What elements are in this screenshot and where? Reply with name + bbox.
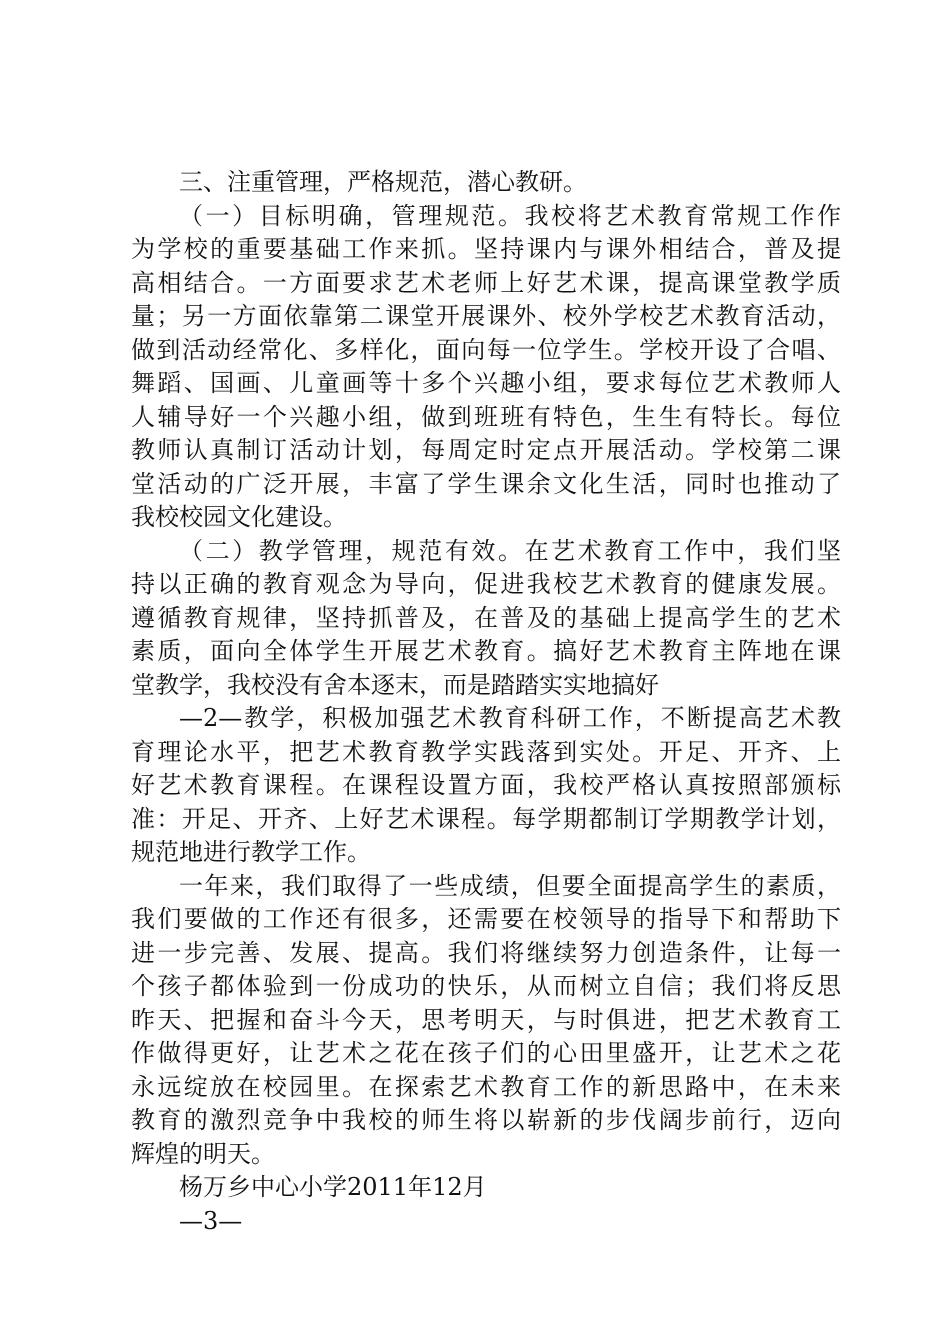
text-line: 一年来，我们取得了一些成绩，但要全面提高学生的素质， (179, 871, 841, 900)
text-line: —3— (179, 1206, 243, 1235)
text-line: 昨天、把握和奋斗今天，思考明天，与时俱进，把艺术教育工 (131, 1005, 841, 1034)
text-line: —2—教学，积极加强艺术教育科研工作，不断提高艺术教 (179, 704, 841, 732)
text-line: 永远绽放在校园里。在探索艺术教育工作的新思路中，在未来 (131, 1072, 841, 1101)
text-line: 准：开足、开齐、上好艺术课程。每学期都制订学期教学计划， (131, 804, 841, 833)
text-line: 育理论水平，把艺术教育教学实践落到实处。开足、开齐、上 (131, 737, 841, 766)
text-line: 遵循教育规律，坚持抓普及，在普及的基础上提高学生的艺术 (131, 603, 841, 632)
text-line: 教师认真制订活动计划，每周定时定点开展活动。学校第二课 (131, 436, 841, 464)
text-line: 量；另一方面依靠第二课堂开展课外、校外学校艺术教育活动， (131, 302, 841, 330)
text-line: 我校校园文化建设。 (131, 503, 347, 531)
text-line: 好艺术教育课程。在课程设置方面，我校严格认真按照部颁标 (131, 771, 841, 799)
text-line: 为学校的重要基础工作来抓。坚持课内与课外相结合，普及提 (131, 235, 841, 263)
text-line: 素质，面向全体学生开展艺术教育。搞好艺术教育主阵地在课 (131, 637, 841, 665)
text-line: （一）目标明确，管理规范。我校将艺术教育常规工作作 (179, 201, 841, 230)
document-body (131, 166, 841, 1238)
text-line: 堂活动的广泛开展，丰富了学生课余文化生活，同时也推动了 (131, 469, 841, 498)
text-line: 杨万乡中心小学2011年12月 (179, 1173, 487, 1201)
text-line: 辉煌的明天。 (131, 1139, 275, 1168)
text-line: 进一步完善、发展、提高。我们将继续努力创造条件，让每一 (131, 938, 841, 967)
text-line: 三、注重管理，严格规范，潜心教研。 (179, 168, 587, 196)
text-line: （二）教学管理，规范有效。在艺术教育工作中，我们坚 (179, 536, 841, 565)
text-line: 规范地进行教学工作。 (131, 838, 371, 866)
text-line: 舞蹈、国画、儿童画等十多个兴趣小组，要求每位艺术教师人 (131, 369, 841, 397)
text-line: 我们要做的工作还有很多，还需要在校领导的指导下和帮助下 (131, 905, 841, 933)
text-line: 人辅导好一个兴趣小组，做到班班有特色，生生有特长。每位 (131, 402, 841, 431)
text-line: 堂教学，我校没有舍本逐末，而是踏踏实实地搞好 (131, 670, 659, 699)
text-line: 教育的激烈竞争中我校的师生将以崭新的步伐阔步前行，迈向 (131, 1106, 841, 1134)
text-line: 作做得更好，让艺术之花在孩子们的心田里盛开，让艺术之花 (131, 1039, 841, 1067)
text-line: 高相结合。一方面要求艺术老师上好艺术课，提高课堂教学质 (131, 268, 841, 297)
text-line: 持以正确的教育观念为导向，促进我校艺术教育的健康发展。 (131, 570, 841, 598)
text-line: 个孩子都体验到一份成功的快乐，从而树立自信；我们将反思 (131, 972, 841, 1000)
text-line: 做到活动经常化、多样化，面向每一位学生。学校开设了合唱、 (131, 335, 841, 364)
